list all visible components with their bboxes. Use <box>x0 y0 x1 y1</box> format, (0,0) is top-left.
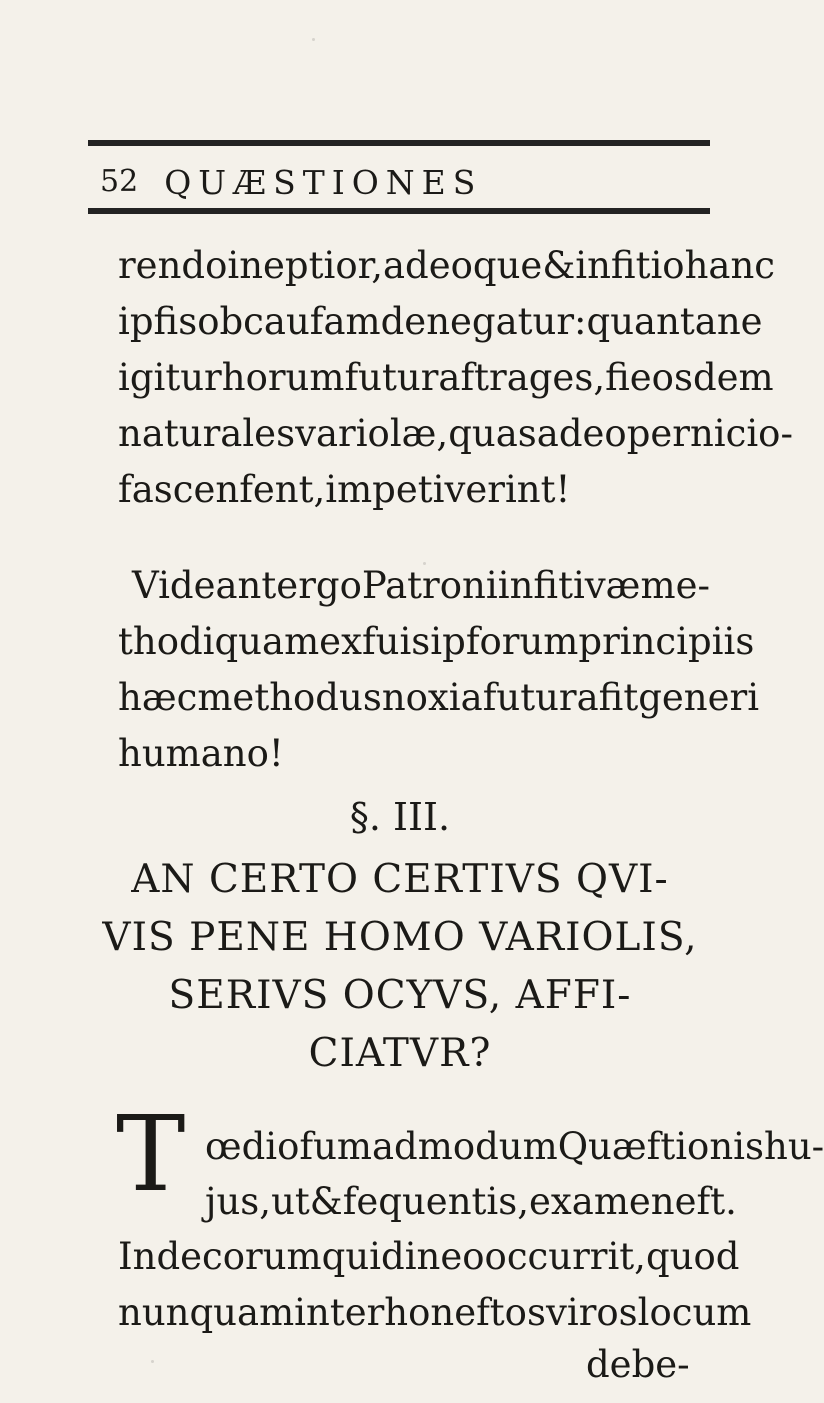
word: , <box>593 356 606 399</box>
word: hanc <box>684 244 776 287</box>
word: honeftos <box>384 1291 546 1334</box>
word: generi <box>638 676 760 719</box>
word: fit <box>598 676 639 719</box>
paper-speck <box>151 1360 154 1363</box>
paper-speck <box>312 38 315 41</box>
word: nunquam <box>118 1291 295 1334</box>
word: viros <box>545 1291 638 1334</box>
paper-speck <box>602 688 605 691</box>
paragraph-3-line-3 <box>118 1235 740 1278</box>
word: ftrages <box>460 356 594 399</box>
paragraph-1-line-4 <box>118 412 793 455</box>
word: thodi <box>118 620 215 663</box>
word: occurrit, <box>484 1235 646 1278</box>
catchword: debe- <box>586 1343 690 1386</box>
word: futura <box>344 356 461 399</box>
word: inter <box>294 1291 385 1334</box>
word: fuis <box>361 620 431 663</box>
word: adeoque <box>382 244 543 287</box>
paragraph-3-line-4 <box>118 1291 752 1334</box>
word: & <box>542 244 576 287</box>
word: cenfent <box>172 468 314 511</box>
word: ergo <box>276 564 362 607</box>
word: quas <box>448 412 537 455</box>
word: : <box>574 300 587 343</box>
word: horum <box>221 356 345 399</box>
word: ipfis <box>118 300 198 343</box>
word: infitivæ <box>497 564 641 607</box>
paragraph-2-line-1 <box>132 564 710 607</box>
header-bottom-rule <box>88 208 710 214</box>
page-header <box>100 160 620 204</box>
word: denegatur <box>380 300 575 343</box>
word: fi <box>605 356 630 399</box>
word: quid <box>321 1235 405 1278</box>
word: ineptior, <box>227 244 383 287</box>
word: examen <box>529 1180 675 1223</box>
word: eo <box>440 1235 485 1278</box>
section-title-line-1: AN CERTO CERTIVS QVI- <box>131 857 669 902</box>
running-head: QUÆSTIONES <box>164 162 483 202</box>
word: futura <box>482 676 599 719</box>
word: rendo <box>118 244 228 287</box>
word: igitur <box>118 356 222 399</box>
paragraph-1-line-3 <box>118 356 774 399</box>
word: ipforum <box>430 620 579 663</box>
section-title-line-3: SERIVS OCYVS, AFFI- <box>168 973 632 1018</box>
paragraph-1-line-2 <box>118 300 763 343</box>
paragraph-3-line-2 <box>205 1180 737 1223</box>
word: methodus <box>197 676 382 719</box>
word: , <box>313 468 326 511</box>
word: admodum <box>372 1125 558 1168</box>
word: ! <box>555 468 571 511</box>
word: naturales <box>118 412 296 455</box>
word: hu- <box>763 1125 824 1168</box>
section-title-line-2: VIS PENE HOMO VARIOLIS, <box>102 915 698 960</box>
paragraph-2-line-4: humano! <box>118 732 284 775</box>
word: quam <box>214 620 320 663</box>
paragraph-3-line-1 <box>205 1125 824 1168</box>
word: quod <box>645 1235 740 1278</box>
word: ut <box>271 1180 310 1223</box>
word: hæc <box>118 676 198 719</box>
word: in <box>404 1235 441 1278</box>
word: œdiofum <box>205 1125 372 1168</box>
paragraph-2-line-2 <box>118 620 755 663</box>
word: impetiverint <box>325 468 556 511</box>
section-title-line-4: CIATVR? <box>308 1031 492 1076</box>
word: eosdem <box>629 356 774 399</box>
word: jus, <box>205 1180 272 1223</box>
word: locum <box>637 1291 752 1334</box>
section-number: §. III. <box>349 795 451 839</box>
word: fas <box>118 468 173 511</box>
word: & <box>309 1180 343 1223</box>
word: Videant <box>132 564 277 607</box>
word: variolæ, <box>295 412 449 455</box>
word: adeo <box>536 412 627 455</box>
paper-speck <box>423 562 426 565</box>
header-top-rule <box>88 140 710 146</box>
word: Indecorum <box>118 1235 322 1278</box>
word: noxia <box>381 676 483 719</box>
word: principiis <box>578 620 755 663</box>
word: me- <box>640 564 710 607</box>
word: caufam <box>243 300 381 343</box>
page-number: 52 <box>100 164 139 199</box>
word: eft. <box>674 1180 737 1223</box>
word: ex <box>319 620 362 663</box>
paragraph-1-line-1 <box>118 244 776 287</box>
word: ob <box>197 300 244 343</box>
paragraph-2-line-3 <box>118 676 760 719</box>
word: pernicio- <box>626 412 793 455</box>
paragraph-1-line-5 <box>118 468 571 511</box>
word: Quæftionis <box>557 1125 764 1168</box>
word: quantane <box>586 300 763 343</box>
word: fequentis, <box>342 1180 529 1223</box>
word: infitio <box>575 244 685 287</box>
word: Patroni <box>361 564 498 607</box>
drop-cap: T <box>116 1093 186 1215</box>
